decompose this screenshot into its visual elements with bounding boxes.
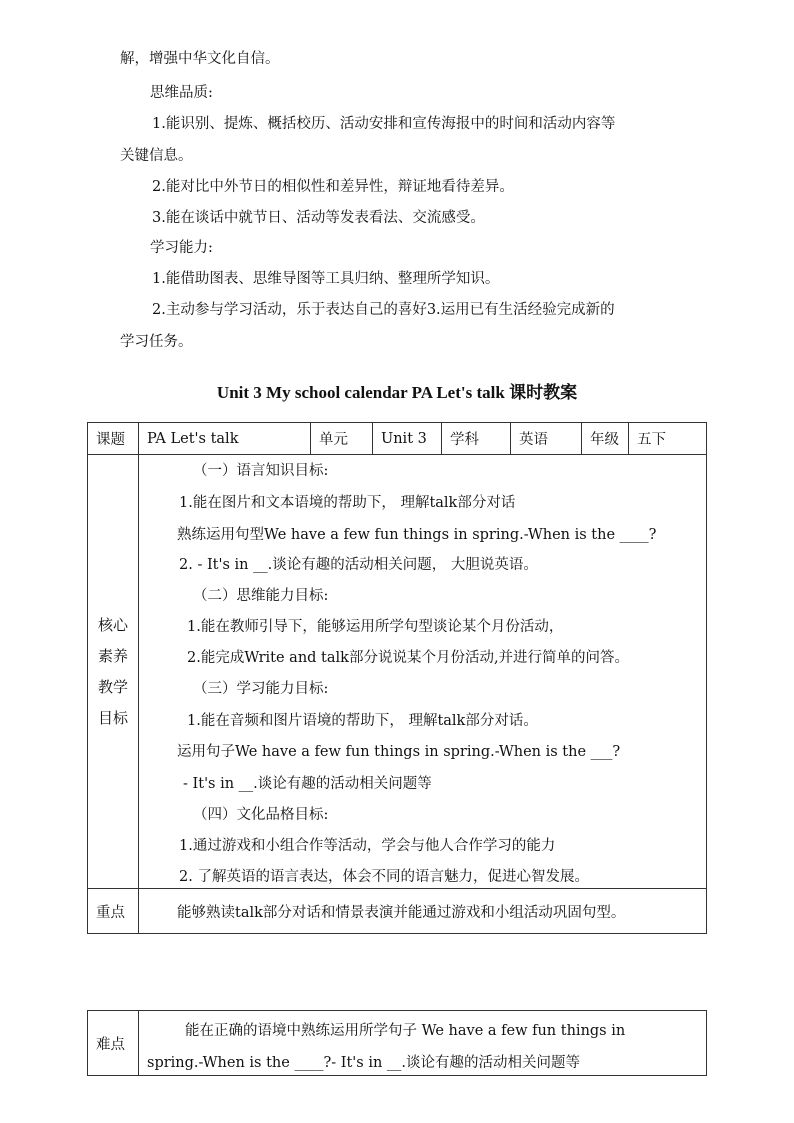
intro-line: 解，增强中华文化自信。 <box>120 51 280 67</box>
intro-line: 2.能对比中外节日的相似性和差异性，辩证地看待差异。 <box>152 179 514 195</box>
unit-value: Unit 3 <box>373 423 442 455</box>
objective-line: 2. 了解英语的语言表达，体会不同的语言魅力，促进心智发展。 <box>179 869 589 885</box>
objective-line: 运用句子We have a few fun things in spring.-When is the ___? <box>177 744 621 760</box>
objective-line: 1.能在音频和图片语境的帮助下， 理解talk部分对话。 <box>187 713 538 729</box>
core-objectives-label: 核心 素养 教学 目标 <box>88 455 139 889</box>
objective-line: - It's in __.谈论有趣的活动相关问题等 <box>183 776 432 792</box>
header-row <box>88 423 707 455</box>
course-label: 课题 <box>88 423 139 455</box>
objective-line: 1.通过游戏和小组合作等活动，学会与他人合作学习的能力 <box>179 838 556 854</box>
intro-line: 学习任务。 <box>120 334 193 350</box>
intro-line: 3.能在谈话中就节日、活动等发表看法、交流感受。 <box>152 210 485 226</box>
course-value: PA Let's talk <box>139 423 311 455</box>
objective-line: （四）文化品格目标: <box>193 807 329 823</box>
intro-line: 2.主动参与学习活动，乐于表达自己的喜好3.运用已有生活经验完成新的 <box>152 302 615 318</box>
intro-line: 思维品质: <box>150 85 213 101</box>
unit-label: 单元 <box>311 423 373 455</box>
intro-line: 1.能借助图表、思维导图等工具归纳、整理所学知识。 <box>152 271 500 287</box>
objective-line: 2. - It's in __.谈论有趣的活动相关问题， 大胆说英语。 <box>179 557 538 573</box>
difficulty-label: 难点 <box>88 1011 139 1076</box>
objective-line: 熟练运用句型We have a few fun things in spring.-When is the ____? <box>177 527 657 543</box>
lesson-plan-title: Unit 3 My school calendar PA Let's talk 课时教案 <box>216 383 578 402</box>
objective-line: （三）学习能力目标: <box>193 681 329 697</box>
objective-line: （一）语言知识目标: <box>193 463 329 479</box>
subject-label: 学科 <box>442 423 511 455</box>
subject-value: 英语 <box>511 423 582 455</box>
lesson-plan-table <box>87 422 707 934</box>
intro-line: 学习能力: <box>150 240 213 256</box>
difficulty-content <box>139 1011 707 1076</box>
key-point-content <box>139 889 707 934</box>
objective-line: （二）思维能力目标: <box>193 588 329 604</box>
difficulty-table <box>87 1010 707 1076</box>
core-objectives-content <box>139 455 707 889</box>
key-point-text: 能够熟读talk部分对话和情景表演并能通过游戏和小组活动巩固句型。 <box>177 904 626 921</box>
key-point-label: 重点 <box>88 889 139 934</box>
intro-line: 关键信息。 <box>120 148 193 164</box>
objective-line: 2.能完成Write and talk部分说说某个月份活动,并进行简单的问答。 <box>187 650 630 666</box>
objective-line: 1.能在教师引导下，能够运用所学句型谈论某个月份活动， <box>187 619 564 635</box>
intro-line: 1.能识别、提炼、概括校历、活动安排和宣传海报中的时间和活动内容等 <box>152 116 616 132</box>
key-point-row <box>88 889 707 934</box>
grade-value: 五下 <box>629 423 707 455</box>
objective-line: 1.能在图片和文本语境的帮助下， 理解talk部分对话 <box>179 495 516 511</box>
core-objectives-row <box>88 455 707 889</box>
difficulty-line: 能在正确的语境中熟练运用所学句子 We have a few fun things in <box>185 1023 626 1039</box>
difficulty-line: spring.-When is the ____?- It's in __.谈论有趣的活动相关问题等 <box>147 1055 581 1071</box>
grade-label: 年级 <box>582 423 629 455</box>
